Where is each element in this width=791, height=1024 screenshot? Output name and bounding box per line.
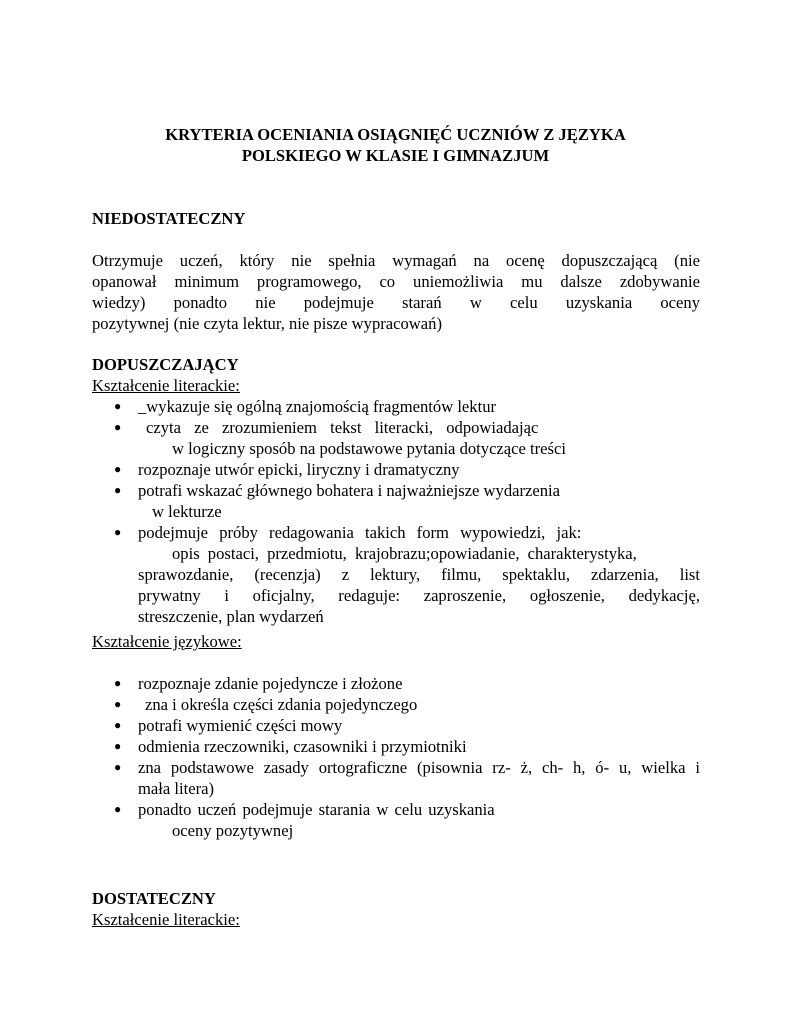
list-item-text: prywatny i oficjalny, redaguje: zaproszenie, ogłoszenie, dedykację,: [138, 586, 700, 605]
list-item-text: oceny pozytywnej: [172, 821, 294, 840]
paragraph-line: opanował minimum programowego, co uniemożliwia mu dalsze zdobywanie: [92, 272, 700, 291]
paragraph-line: Otrzymuje uczeń, który nie spełnia wymagań na ocenę dopuszczającą (nie: [92, 251, 700, 270]
list-literackie-dopuszczajacy: [92, 396, 700, 627]
list-item: [92, 459, 700, 480]
document-title: [0, 124, 791, 166]
bullet-icon: ●: [114, 697, 122, 711]
list-item-text: w logiczny sposób na podstawowe pytania dotyczące treści: [172, 439, 566, 458]
subheading-ksztalcenie-literackie: Kształcenie literackie:: [92, 376, 240, 395]
list-item-text: w lekturze: [152, 502, 222, 521]
bullet-icon: ●: [114, 718, 122, 732]
bullet-icon: ●: [114, 420, 122, 434]
paragraph-line: wiedzy) ponadto nie podejmuje starań w celu uzyskania oceny: [92, 293, 700, 312]
subheading-ksztalcenie-literackie-dostateczny: Kształcenie literackie:: [92, 910, 240, 929]
list-item-text: streszczenie, plan wydarzeń: [138, 607, 324, 626]
list-item: [92, 522, 700, 627]
list-item-text: ponadto uczeń podejmuje starania w celu uzyskania: [138, 800, 495, 819]
title-line-1: KRYTERIA OCENIANIA OSIĄGNIĘĆ UCZNIÓW Z JĘZYKA: [165, 125, 626, 144]
heading-niedostateczny: NIEDOSTATECZNY: [92, 209, 246, 228]
list-item-text: potrafi wymienić części mowy: [138, 716, 343, 735]
paragraph-line: pozytywnej (nie czyta lektur, nie pisze wypracowań): [92, 314, 442, 333]
list-item: [92, 757, 700, 799]
bullet-icon: ●: [114, 462, 122, 476]
bullet-icon: ●: [114, 676, 122, 690]
bullet-icon: ●: [114, 483, 122, 497]
list-item: [92, 396, 700, 417]
list-item-text: _wykazuje się ogólną znajomością fragmentów lektur: [138, 397, 497, 416]
bullet-icon: ●: [114, 802, 122, 816]
list-item-text: rozpoznaje utwór epicki, liryczny i dramatyczny: [138, 460, 460, 479]
list-item-text: czyta ze zrozumieniem tekst literacki, odpowiadając: [146, 418, 539, 437]
list-item-text: sprawozdanie, (recenzja) z lektury, filmu, spektaklu, zdarzenia, list: [138, 565, 700, 584]
list-item: [92, 417, 700, 459]
list-item: [92, 799, 700, 841]
paragraph-niedostateczny: [92, 250, 700, 334]
list-item-text: zna podstawowe zasady ortograficzne (pisownia rz- ż, ch- h, ó- u, wielka i: [138, 758, 700, 777]
bullet-icon: ●: [114, 525, 122, 539]
heading-dostateczny: DOSTATECZNY: [92, 889, 216, 908]
list-item-text: potrafi wskazać głównego bohatera i najważniejsze wydarzenia: [138, 481, 561, 500]
bullet-icon: ●: [114, 739, 122, 753]
list-item-text: odmienia rzeczowniki, czasowniki i przymiotniki: [138, 737, 467, 756]
title-line-2: POLSKIEGO W KLASIE I GIMNAZJUM: [241, 146, 550, 165]
list-item-text: rozpoznaje zdanie pojedyncze i złożone: [138, 674, 403, 693]
list-jezykowe-dopuszczajacy: [92, 673, 700, 841]
list-item: [92, 480, 700, 522]
list-item: [92, 715, 700, 736]
bullet-icon: ●: [114, 760, 122, 774]
list-item: [92, 694, 700, 715]
list-item-text: opis postaci, przedmiotu, krajobrazu;opowiadanie, charakterystyka,: [172, 544, 637, 563]
bullet-icon: ●: [114, 399, 122, 413]
list-item-text: mała litera): [138, 779, 215, 798]
list-item: [92, 736, 700, 757]
list-item: [92, 673, 700, 694]
heading-dopuszczajacy: DOPUSZCZAJĄCY: [92, 355, 239, 374]
list-item-text: zna i określa części zdania pojedynczego: [145, 695, 418, 714]
subheading-ksztalcenie-jezykowe: Kształcenie językowe:: [92, 632, 242, 651]
list-item-text: podejmuje próby redagowania takich form wypowiedzi, jak:: [138, 523, 582, 542]
